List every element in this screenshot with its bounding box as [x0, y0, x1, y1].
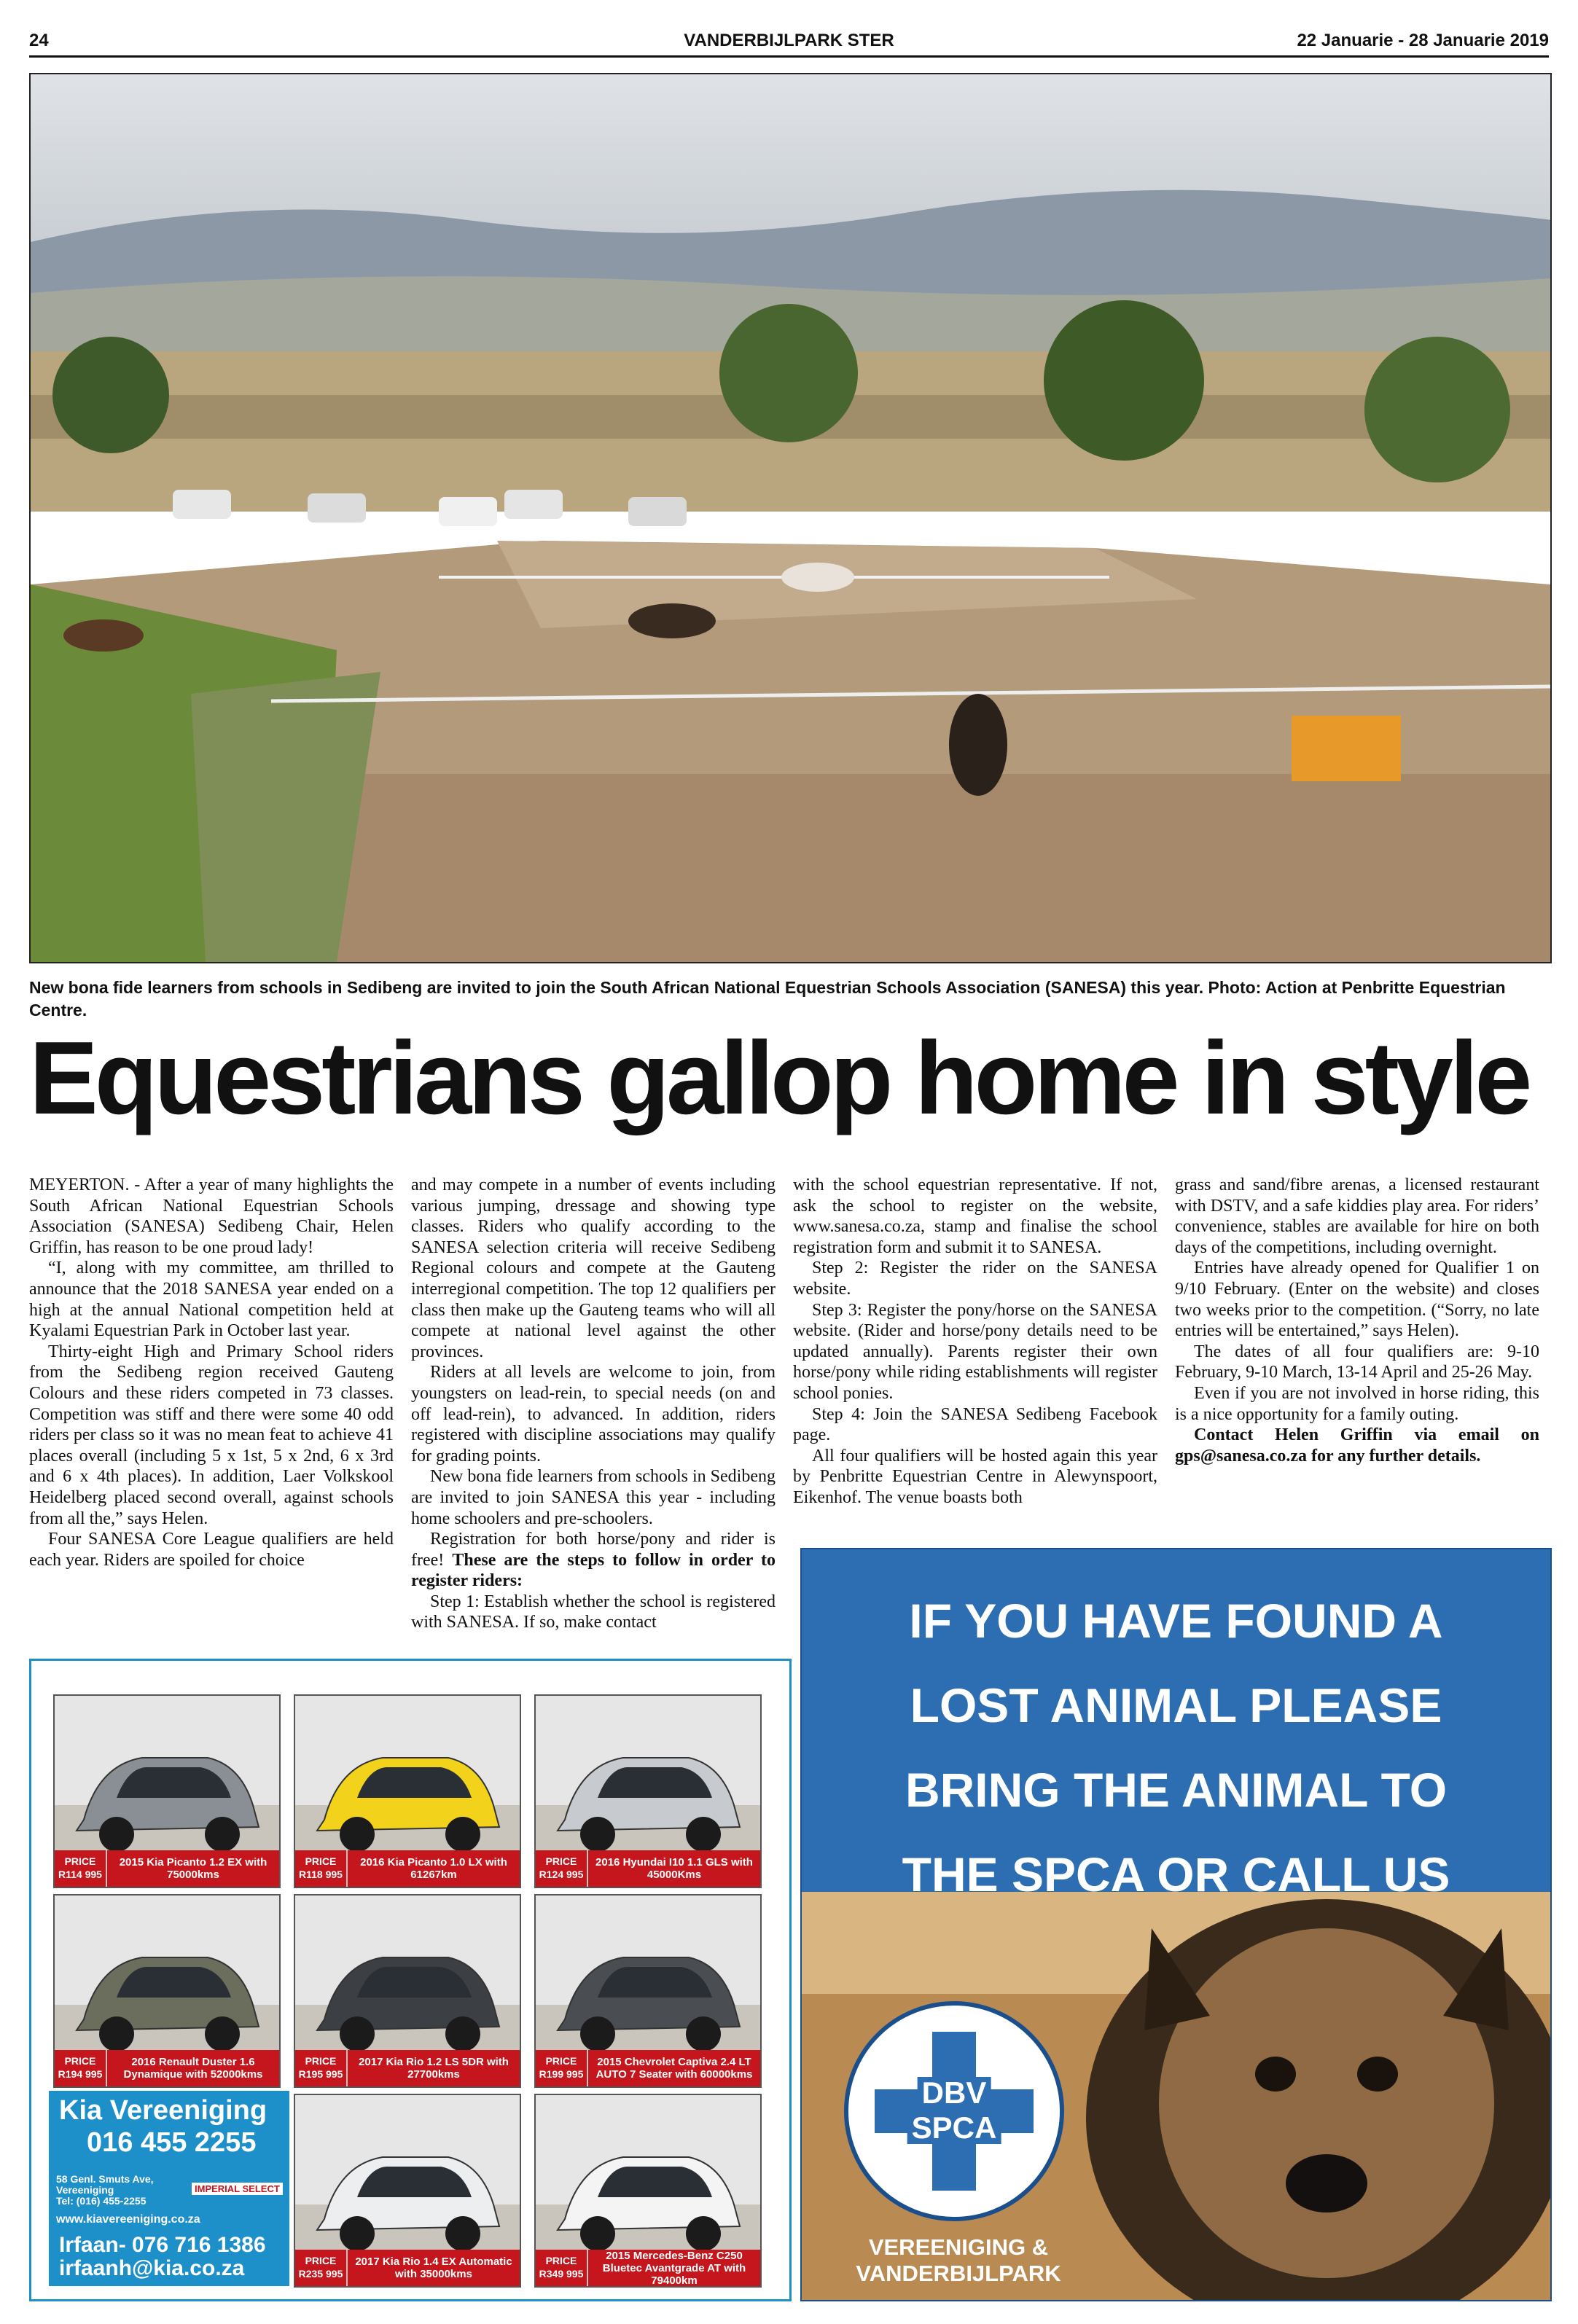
issue-date: 22 Januarie - 28 Januarie 2019	[1297, 31, 1549, 50]
price-value: R194 995	[58, 2068, 103, 2080]
publication-name: VANDERBIJLPARK STER	[684, 31, 894, 50]
car-description: 2015 Mercedes-Benz C250 Bluetec Avantgrade AT with 79400km	[588, 2250, 760, 2286]
article-column-2	[411, 1175, 776, 1633]
paragraph: “I, along with my committee, am thrilled to announce that the 2018 SANESA year ended on a high at the annual National competition held at Kyalami Equestrian Park in October last year.	[29, 1259, 394, 1341]
car-listing[interactable]	[294, 2094, 521, 2288]
logo-text: DBV	[918, 2077, 991, 2109]
price-label: PRICE	[305, 1855, 337, 1867]
price-label: PRICE	[305, 2255, 337, 2266]
message-line: THE SPCA OR CALL US	[902, 1847, 1450, 1901]
paragraph: Step 4: Join the SANESA Sedibeng Facebook page.	[793, 1404, 1157, 1445]
price-label: PRICE	[64, 2055, 96, 2067]
paragraph: Step 1: Establish whether the school is registered with SANESA. If so, make contact	[411, 1592, 776, 1632]
paragraph: Four SANESA Core League qualifiers are held each year. Riders are spoiled for choice	[29, 1530, 394, 1570]
dealer-name: Kia Vereeniging	[59, 2095, 267, 2126]
paragraph: Step 2: Register the rider on the SANESA website.	[793, 1259, 1157, 1299]
car-description: 2016 Kia Picanto 1.0 LX with 61267km	[348, 1850, 520, 1887]
dealer-address	[56, 2174, 154, 2207]
message-line: IF YOU HAVE FOUND A	[909, 1594, 1443, 1648]
dealer-info-box	[49, 2091, 289, 2286]
article-column-4	[1175, 1175, 1539, 1466]
price-label: PRICE	[64, 1855, 96, 1867]
car-description: 2016 Renault Duster 1.6 Dynamique with 52000kms	[107, 2050, 279, 2086]
paragraph	[411, 1529, 776, 1592]
paragraph-text: Registration for both horse/pony and rider is free!	[411, 1530, 776, 1570]
paragraph: MEYERTON. - After a year of many highlights the South African National Equestrian Schools Association (SANESA) Sedibeng Chair, Helen Griffin, has reason to be one proud lady!	[29, 1175, 394, 1257]
salesperson-email[interactable]: irfaanh@kia.co.za	[59, 2256, 245, 2280]
address-line: 58 Genl. Smuts Ave,	[56, 2173, 154, 2185]
car-description: 2016 Hyundai I10 1.1 GLS with 45000Kms	[588, 1850, 760, 1887]
price-value: R124 995	[539, 1869, 584, 1880]
message-line: LOST ANIMAL PLEASE	[910, 1678, 1442, 1732]
car-description: 2017 Kia Rio 1.2 LS 5DR with 27700kms	[348, 2050, 520, 2086]
car-listing[interactable]	[534, 2094, 762, 2288]
car-listing[interactable]	[294, 1694, 521, 1888]
salesperson-contact	[59, 2234, 266, 2280]
dealer-tel: Tel: (016) 455-2255	[56, 2195, 147, 2207]
car-listing[interactable]	[534, 1694, 762, 1888]
price-value: R235 995	[298, 2268, 343, 2280]
paragraph: with the school equestrian representative. If not, ask the school to register on the website, www.sanesa.co.za, stamp and finalise the school registration form and submit it to SANESA.	[793, 1175, 1157, 1257]
paragraph: and may compete in a number of events including various jumping, dressage and showing type classes. Riders who qualify according to the SANESA selection criteria will receive Sedibeng Regional colours and compete at the Gauteng interregional competition. The top 12 qualifiers per class then make up the Gauteng teams who will all compete at national level against the other provinces.	[411, 1175, 776, 1361]
spca-message	[802, 1578, 1550, 1917]
price-label: PRICE	[305, 2055, 337, 2067]
price-value: R349 995	[539, 2268, 584, 2280]
paragraph: Entries have already opened for Qualifier 1 on 9/10 February. (Enter on the website) and closes two weeks prior to the competition. (“Sorry, no late entries will be entertained,” says Helen).	[1175, 1259, 1539, 1341]
car-description: 2017 Kia Rio 1.4 EX Automatic with 35000kms	[348, 2250, 520, 2286]
price-box	[295, 2050, 346, 2086]
spca-logo	[844, 2001, 1064, 2221]
price-box	[536, 1850, 587, 1887]
price-value: R114 995	[58, 1869, 102, 1880]
paragraph: Even if you are not involved in horse riding, this is a nice opportunity for a family outing.	[1175, 1383, 1539, 1424]
salesperson-phone[interactable]: Irfaan- 076 716 1386	[59, 2233, 266, 2257]
price-box	[536, 2250, 587, 2286]
message-line: BRING THE ANIMAL TO	[905, 1763, 1448, 1817]
location-line: VEREENIGING &	[868, 2234, 1049, 2260]
address-line: Vereeniging	[56, 2184, 114, 2196]
page-number: 24	[29, 31, 49, 50]
kia-advertisement	[29, 1659, 792, 2301]
price-box	[295, 2250, 346, 2286]
price-value: R118 995	[299, 1869, 343, 1880]
price-value: R195 995	[298, 2068, 343, 2080]
paragraph: Thirty-eight High and Primary School riders from the Sedibeng region received Gauteng Colours and these riders competed in 73 classes. Competition was stiff and there were some 40 odd riders per class so it was no mean feat to achieve 41 places overall (including 5 x 1st, 5 x 2nd, 6 x 3rd and 6 x 4th places). In addition, Laer Volkskool Heidelberg placed second overall, against schools from all the,” says Helen.	[29, 1342, 394, 1528]
spca-location	[802, 2234, 1115, 2287]
price-box	[55, 1850, 106, 1887]
price-label: PRICE	[545, 1855, 577, 1867]
imperial-select-logo: IMPERIAL SELECT	[192, 2183, 283, 2195]
article-headline: Equestrians gallop home in style	[29, 1020, 1529, 1136]
car-description: 2015 Chevrolet Captiva 2.4 LT AUTO 7 Seater with 60000kms	[588, 2050, 760, 2086]
price-box	[55, 2050, 106, 2086]
price-label: PRICE	[545, 2055, 577, 2067]
contact-paragraph: Contact Helen Griffin via email on gps@sanesa.co.za for any further details.	[1175, 1425, 1539, 1466]
price-box	[295, 1850, 346, 1887]
paragraph: The dates of all four qualifiers are: 9-10 February, 9-10 March, 13-14 April and 25-26 May.	[1175, 1342, 1539, 1382]
paragraph: New bona fide learners from schools in Sedibeng are invited to join SANESA this year - including home schoolers and pre-schoolers.	[411, 1467, 776, 1528]
car-listing[interactable]	[53, 1694, 281, 1888]
dealer-website[interactable]: www.kiavereeniging.co.za	[56, 2213, 200, 2226]
price-box	[536, 2050, 587, 2086]
price-value: R199 995	[539, 2068, 584, 2080]
article-column-3	[793, 1175, 1157, 1509]
equestrian-photo	[29, 73, 1552, 963]
photo-caption: New bona fide learners from schools in Sedibeng are invited to join the South African National Equestrian Schools Association (SANESA) this year. Photo: Action at Penbritte Equestrian Centre.	[29, 978, 1506, 1020]
car-listing[interactable]	[534, 1894, 762, 2088]
car-listing[interactable]	[294, 1894, 521, 2088]
logo-text: SPCA	[907, 2112, 1001, 2144]
spca-advertisement	[800, 1548, 1552, 2301]
price-label: PRICE	[545, 2255, 577, 2266]
car-listing[interactable]	[53, 1894, 281, 2088]
location-line: VANDERBIJLPARK	[856, 2261, 1061, 2286]
car-description: 2015 Kia Picanto 1.2 EX with 75000kms	[107, 1850, 279, 1887]
paragraph: grass and sand/fibre arenas, a licensed restaurant with DSTV, and a safe kiddies play area. For riders’ convenience, stables are available for hire on both days of the competitions, including overnight.	[1175, 1175, 1539, 1257]
page-header	[29, 29, 1549, 58]
dealer-phone[interactable]: 016 455 2255	[87, 2127, 257, 2158]
paragraph: Step 3: Register the pony/horse on the SANESA website. (Rider and horse/pony details need to be updated annually). Parents register their own horse/pony while riding establishments will register school ponies.	[793, 1300, 1157, 1403]
paragraph: Riders at all levels are welcome to join, from youngsters on lead-rein, to special needs (on and off lead-rein), to advanced. In addition, riders registered with discipline associations may qualify for grading points.	[411, 1363, 776, 1466]
steps-intro: These are the steps to follow in order to register riders:	[411, 1550, 776, 1591]
article-column-1	[29, 1175, 394, 1570]
paragraph: All four qualifiers will be hosted again this year by Penbritte Equestrian Centre in Alewynspoort, Eikenhof. The venue boasts both	[793, 1446, 1157, 1507]
